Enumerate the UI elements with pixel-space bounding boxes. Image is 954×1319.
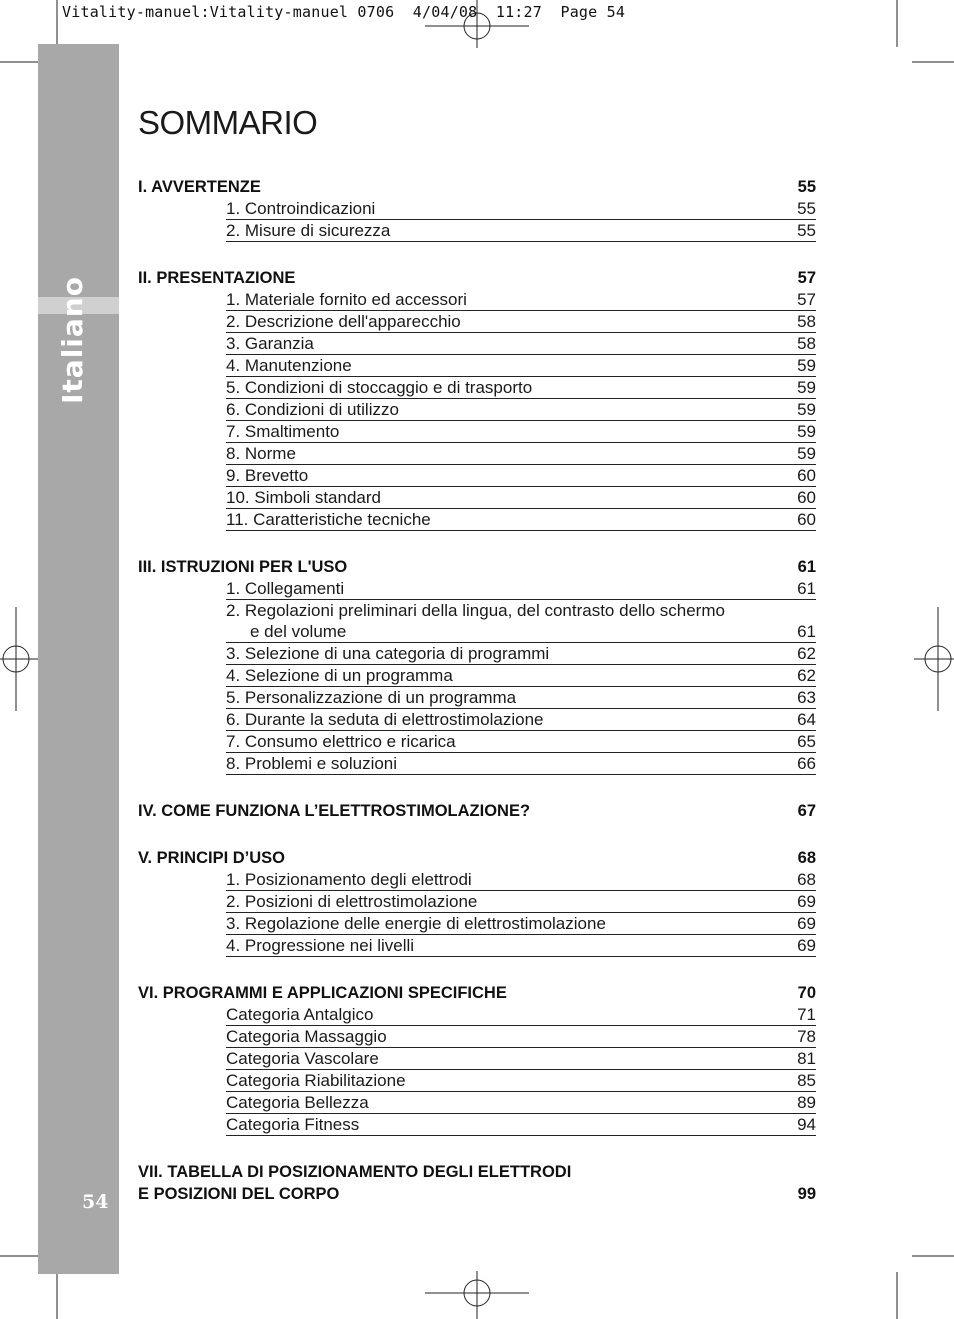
toc-entry-page: 61 [797,622,816,641]
section-page-number: 99 [797,1185,816,1203]
section-heading-text: VI. PROGRAMMI E APPLICAZIONI SPECIFICHE [138,984,507,1002]
toc-entry-page: 66 [797,754,816,773]
toc-section [138,982,816,1136]
toc-entry-page: 59 [797,356,816,375]
print-slug: Vitality-manuel:Vitality-manuel 0706 4/04/08 11:27 Page 54 [62,3,626,21]
toc-entry[interactable] [226,333,816,355]
toc-entry[interactable] [226,1114,816,1136]
section-page-number: 55 [797,178,816,196]
toc-entry-text: Categoria Massaggio [226,1027,387,1046]
toc-entry[interactable] [226,465,816,487]
section-heading-text: III. ISTRUZIONI PER L'USO [138,558,348,576]
toc-entry-page: 60 [797,488,816,507]
section-heading[interactable] [138,800,816,822]
toc-entry[interactable] [226,421,816,443]
toc-entry[interactable] [226,913,816,935]
toc-section [138,1161,816,1205]
toc-entry-text: 9. Brevetto [226,466,309,485]
toc-entry-text: 2. Regolazioni preliminari della lingua, del contrasto dello schermo e del volume [226,601,725,641]
section-heading-text: VII. TABELLA DI POSIZIONAMENTO DEGLI ELETTRODI E POSIZIONI DEL CORPO [138,1163,572,1203]
toc-entry-page: 78 [797,1027,816,1046]
toc-entry[interactable] [226,220,816,242]
toc-entry-page: 69 [797,914,816,933]
toc-entry-text: 1. Collegamenti [226,579,345,598]
toc-entry-text: 2. Posizioni di elettrostimolazione [226,892,478,911]
toc-entry-page: 59 [797,422,816,441]
toc-entry-text: 2. Misure di sicurezza [226,221,391,240]
section-page-number: 70 [797,984,816,1002]
toc-entry-page: 55 [797,221,816,240]
toc-entry-text: 3. Selezione di una categoria di programmi [226,644,550,663]
toc-entry[interactable] [226,665,816,687]
toc-entry[interactable] [226,1004,816,1026]
toc-entry-text: 8. Norme [226,444,296,463]
toc-entry-text: 1. Materiale fornito ed accessori [226,290,467,309]
page-title: SOMMARIO [138,104,318,141]
toc-entry-page: 85 [797,1071,816,1090]
toc-entry-text: 5. Condizioni di stoccaggio e di trasporto [226,378,533,397]
toc-entry[interactable] [226,1026,816,1048]
toc-section [138,267,816,531]
toc-entry[interactable] [226,643,816,665]
toc-entry-text: 5. Personalizzazione di un programma [226,688,517,707]
toc-entry[interactable] [226,399,816,421]
toc-entry-page: 58 [797,312,816,331]
section-page-number: 67 [797,802,816,820]
toc-entry-page: 60 [797,466,816,485]
section-heading[interactable] [138,982,816,1004]
toc-entry-text: 7. Consumo elettrico e ricarica [226,732,456,751]
toc-entry-text: 6. Durante la seduta di elettrostimolazione [226,710,544,729]
toc-entry-page: 62 [797,666,816,685]
toc-entry-text: 6. Condizioni di utilizzo [226,400,399,419]
section-heading-text: II. PRESENTAZIONE [138,269,296,287]
toc-entry-text: 11. Caratteristiche tecniche [226,510,431,529]
toc-entry[interactable] [226,1092,816,1114]
toc-entry-text: 3. Garanzia [226,334,314,353]
toc-entry[interactable] [226,198,816,220]
toc-entry-page: 94 [797,1115,816,1134]
toc-entry[interactable] [226,311,816,333]
toc-entry-page: 69 [797,892,816,911]
toc-section [138,847,816,957]
toc-entry-text: Categoria Riabilitazione [226,1071,406,1090]
page-number: 54 [82,1191,109,1213]
toc-entry-text: Categoria Vascolare [226,1049,379,1068]
section-heading-text: I. AVVERTENZE [138,178,261,196]
toc-entry[interactable] [226,869,816,891]
toc-entry[interactable] [226,600,816,643]
language-label: Italiano [56,276,89,404]
table-of-contents [138,176,816,1205]
toc-entry-page: 59 [797,378,816,397]
toc-entry-text: 1. Posizionamento degli elettrodi [226,870,472,889]
section-page-number: 68 [797,849,816,867]
section-heading-text: V. PRINCIPI D’USO [138,849,286,867]
toc-entry-text: 2. Descrizione dell'apparecchio [226,312,461,331]
toc-entry[interactable] [226,443,816,465]
section-heading-text: IV. COME FUNZIONA L’ELETTROSTIMOLAZIONE? [138,802,531,820]
toc-entry-text: Categoria Fitness [226,1115,360,1134]
toc-entry[interactable] [226,935,816,957]
toc-entry[interactable] [226,487,816,509]
toc-section [138,556,816,775]
toc-entry-text: 1. Controindicazioni [226,199,376,218]
toc-section [138,176,816,242]
section-heading[interactable] [138,1161,816,1205]
toc-entry-text: 7. Smaltimento [226,422,340,441]
toc-entry[interactable] [226,1070,816,1092]
toc-section [138,800,816,822]
toc-entry-page: 71 [797,1005,816,1024]
toc-entry[interactable] [226,709,816,731]
toc-entry-text: Categoria Bellezza [226,1093,369,1112]
section-heading[interactable] [138,847,816,869]
toc-entry[interactable] [226,289,816,311]
toc-entry-page: 68 [797,870,816,889]
toc-entry[interactable] [226,509,816,531]
section-heading[interactable] [138,267,816,289]
section-page-number: 57 [797,269,816,287]
section-page-number: 61 [797,558,816,576]
toc-entry[interactable] [226,355,816,377]
toc-entry-text: Categoria Antalgico [226,1005,374,1024]
toc-entry-text: 8. Problemi e soluzioni [226,754,398,773]
toc-entry-text: 3. Regolazione delle energie di elettrostimolazione [226,914,606,933]
toc-entry[interactable] [226,377,816,399]
toc-entry-page: 59 [797,400,816,419]
toc-entry-page: 59 [797,444,816,463]
toc-entry[interactable] [226,687,816,709]
toc-entry-page: 89 [797,1093,816,1112]
toc-entry-page: 58 [797,334,816,353]
toc-entry-page: 81 [797,1049,816,1068]
toc-entry-text: 4. Manutenzione [226,356,352,375]
toc-entry[interactable] [226,753,816,775]
toc-entry-page: 69 [797,936,816,955]
toc-entry[interactable] [226,578,816,600]
toc-entry[interactable] [226,891,816,913]
section-heading[interactable] [138,176,816,198]
toc-entry-text: 4. Selezione di un programma [226,666,453,685]
toc-entry-text: 4. Progressione nei livelli [226,936,415,955]
toc-entry-page: 63 [797,688,816,707]
toc-entry[interactable] [226,731,816,753]
toc-entry-page: 55 [797,199,816,218]
toc-entry-text: 10. Simboli standard [226,488,381,507]
toc-entry-page: 61 [797,579,816,598]
toc-entry-page: 62 [797,644,816,663]
toc-entry-page: 57 [797,290,816,309]
toc-entry[interactable] [226,1048,816,1070]
toc-entry-page: 64 [797,710,816,729]
toc-entry-page: 60 [797,510,816,529]
language-sidebar [38,44,119,1274]
section-heading[interactable] [138,556,816,578]
toc-entry-page: 65 [797,732,816,751]
